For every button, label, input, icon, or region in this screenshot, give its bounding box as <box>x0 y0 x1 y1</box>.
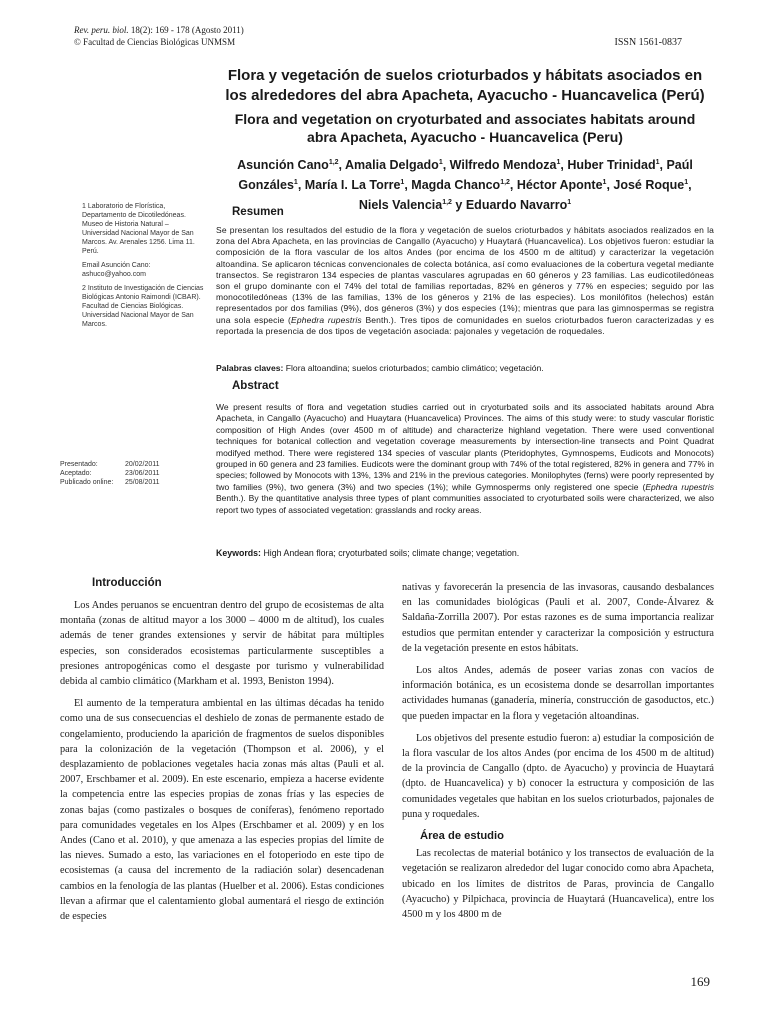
paragraph: Las recolectas de material botánico y los transectos de evaluación de la vegetación se realizaron alrededor del lugar conocido como abra Apacheta, ubicado en los límites de distritos de Paras, provincia de Cangallo (Ayacucho) y Pilpichaca, provincia de Huaytará (Huancavelica), entre los 4500 m y los 4800 m de <box>402 848 714 921</box>
author-name: María I. La Torre <box>304 178 401 193</box>
paragraph: Los Andes peruanos se encuentran dentro del grupo de ecosistemas de alta montaña (zonas de altitud mayor a los 3000 – 4000 m de altitud), los cuales además de tener grandes extensiones y servir de hábitat para múltiples especies, son considerados ecosistemas particularmente susceptibles a presiones antropogénicas como el desgaste por turismo y vulnerabilidad debida al cambio climático (Markham et al. 1993, Beniston 1994). <box>60 600 384 688</box>
author-name: Amalia Delgado <box>345 158 439 173</box>
affiliations <box>82 202 204 334</box>
paragraph: Los objetivos del presente estudio fueron: a) estudiar la composición de la flora vascular de los altos Andes (por encima de los 4500 m de altitud) de la provincia de Cangallo (dpto. de Ayacucho) y provincia de Huaytará (dpto. de Huancavelica) y b) conocer la estructura y composición de las comunidades vegetales que habitan en los suelos crioturbados, pajonales de puna y roquedales. <box>402 732 714 820</box>
date-row: Publicado online: 25/08/2011 <box>60 479 160 486</box>
journal-header <box>74 24 244 48</box>
email-link[interactable]: ashuco@yahoo.com <box>82 271 146 278</box>
author-list: Asunción Cano$^{1,2}$, Amalia Delgado$^1$, Wilfredo Mendoza$^1$, Huber Trinidad$^1$, Paúl Gonzáles$^1$, María I. La Torre$^1$, Magda Chanco$^{1,2}$, Héctor Aponte$^1$, José Roque$^1$, Niels Valencia$^{1,2}$ y Eduardo Navarro$^1$ <box>237 158 693 213</box>
email-block <box>82 261 204 279</box>
journal-name: Rev. peru. biol. <box>74 25 129 35</box>
right-column <box>402 580 714 929</box>
author-name: Gonzáles <box>238 178 294 193</box>
palabras-claves: Palabras claves: Flora altoandina; suelos crioturbados; cambio climático; vegetación. <box>216 363 544 373</box>
copyright: © Facultad de Ciencias Biológicas UNMSM <box>74 37 236 47</box>
resumen-heading: Resumen <box>232 206 284 218</box>
author-name: Paúl <box>666 158 693 173</box>
author-name: José Roque <box>613 178 685 193</box>
author-name: Asunción Cano <box>237 158 329 173</box>
date-row: Presentado: 20/02/2011 <box>60 461 160 468</box>
abstract-text: We present results of flora and vegetation studies carried out in cryoturbated soils and its associated habitats around Abra Apacheta, in Cangallo (Ayacucho) and Huaytara (Huancavelica) Provinces. The aims of this study were: to study vascular floristic composition of High Andes (over 4500 m of altitude) and characterize highland vegetation. There were used conventional techniques for botanical collection and vegetation coverage measurements by intersection-line transects and Point Quadrat modifyed method. There were registered 134 species of vascular plants (Pteridophytes, Gymnospems, Eudicots and Monocots) grouped in 60 genera and 23 families. Eudicots were the dominant group with 74% of the total registered, 82% in genera and 77% in species; followed by Monocots with 13%, 13% and 21% in the previous categories. Monilophytes (ferns) were poorly represented by two families (9%), two genera (3%) and two species (1%); while Gymnosperms only registered one specie (Ephedra rupestris Benth.). By the quantitative analysis three types of plant communities associated to cryoturbated soils were characterized, we also report two types of associated vegetation: grasslands and rocky areas. <box>216 402 715 515</box>
author-name: Niels Valencia <box>358 198 443 213</box>
paragraph: Los altos Andes, además de poseer varias zonas con vacíos de información botánica, es un ecosistema donde se desarrollan importantes actividades humanas (ganadería, minería, construcción de gasoductos, etc.) que pueden impactar en la flora y vegetación altoandinas. <box>402 665 714 722</box>
affiliation-1: 1 Laboratorio de Florística, Departamento de Dicotiledóneas. Museo de Historia Natural –Universidad Nacional Mayor de San Marcos. Av. Arenales 1256. Lima 11. Perú. <box>82 203 195 255</box>
email-label: Email Asunción Cano: <box>82 262 151 269</box>
author-name: Magda Chanco <box>411 178 501 193</box>
author-name: Eduardo Navarro <box>465 198 568 213</box>
author-name: Héctor Aponte <box>516 178 603 193</box>
paragraph: El aumento de la temperatura ambiental en las últimas décadas ha tenido como una de sus consecuencias el deshielo de zonas de permanente estado de congelamiento, produciendo la aparición de fragmentos de suelos disponibles para la colonización de la vegetación (Thompson et al. 2006), y el desplazamiento de poblaciones vegetales hacia zonas más altas (Pauli et al. 2007, Erschbamer et al. 2009). En este escenario, empieza a hacerse evidente la competencia entre las especies propias de zonas frías y las especies de zonas bajas (como pastizales o bosques de coníferas), fenómeno reportado para comunidades vegetales en los Alpes (Erschbamer et al. 2009) y en los Andes (Cano et al. 2010), y que amenaza a las especies propias del límite de las nieves. Sumado a esto, las variaciones en el fotoperiodo en este tipo de ecosistemas (a causa del incremento de la radiación solar) desencadenan cambios en la fenología de las plantas (Huelber et al. 2006). Estas condiciones llevan a afirmar que el calentamiento global aumentará el riesgo de extinción de especies <box>60 698 384 923</box>
abstract-heading: Abstract <box>232 380 279 392</box>
affiliation-2: 2 Instituto de Investigación de Ciencias Biológicas Antonio Raimondi (ICBAR). Facultad de Ciencias Biológicas. Universidad Nacional Mayor de San Marcos. <box>82 285 204 328</box>
publication-dates <box>60 460 160 487</box>
paragraph: nativas y favorecerán la presencia de las invasoras, causando desbalances en las comunidades biológicas (Pauli et al. 2007, Conde-Álvarez & Saldaña-Zorrilla 2007). Por estas razones es de suma importancia realizar estudios que permitan entender y caracterizar la composición y estructura de la vegetación presente en estos hábitats. <box>402 582 714 654</box>
author-name: Wilfredo Mendoza <box>449 158 557 173</box>
left-column <box>60 598 384 931</box>
journal-volume: 18(2): 169 - 178 (Agosto 2011) <box>130 25 244 35</box>
title-english: Flora and vegetation on cryoturbated and associates habitats around abra Apacheta, Ayacucho - Huancavelica (Peru) <box>234 111 696 145</box>
introduccion-heading: Introducción <box>92 577 162 589</box>
area-estudio-heading: Área de estudio <box>420 830 504 843</box>
author-name: Huber Trinidad <box>567 158 656 173</box>
resumen-text: Se presentan los resultados del estudio de la flora y vegetación de suelos crioturbados y hábitats asociados realizados en la zona del Abra Apacheta, en las provincias de Cangallo (Ayacucho) y Huaytará (Huancavelica). Los objetivos fueron: estudiar la composición de la flora vascular de los altos Andes (por encima de los 4500 m de altitud) y caracterizar la vegetación altoandina. Se aplicaron técnicas convencionales de colecta botánica, así como evaluaciones de la cobertura vegetal mediante transectos. Se registraron 134 especies de plantas vasculares agrupadas en 60 géneros y 23 familias. Las eudicotiledóneas son el grupo dominante con el 74% del total de familias reportadas, 82% en géneros y 77% en especies; seguido por las monocotiledóneas (13% de las familias, 13% de los géneros y 21% de las especies). Los monilófitos (helechos) están representados por dos familias (9%), dos géneros (3%) y dos especies (1%); mientras que para las gimnospermas se registra una sola especie (Ephedra rupestris Benth.). Tres tipos de comunidades en suelos crioturbados fueron caracterizadas y es reportada la presencia de dos tipos de vegetación asociada: pajonales y vegetación de roquedales. <box>216 225 714 336</box>
keywords: Keywords: High Andean flora; cryoturbated soils; climate change; vegetation. <box>216 548 520 558</box>
date-row: Aceptado: 23/06/2011 <box>60 470 160 477</box>
issn: ISSN 1561-0837 <box>614 37 682 48</box>
page-number: 169 <box>690 974 710 989</box>
title-spanish: Flora y vegetación de suelos crioturbados y hábitats asociados en los alrededores del abra Apacheta, Ayacucho - Huancavelica (Perú) <box>225 67 705 104</box>
